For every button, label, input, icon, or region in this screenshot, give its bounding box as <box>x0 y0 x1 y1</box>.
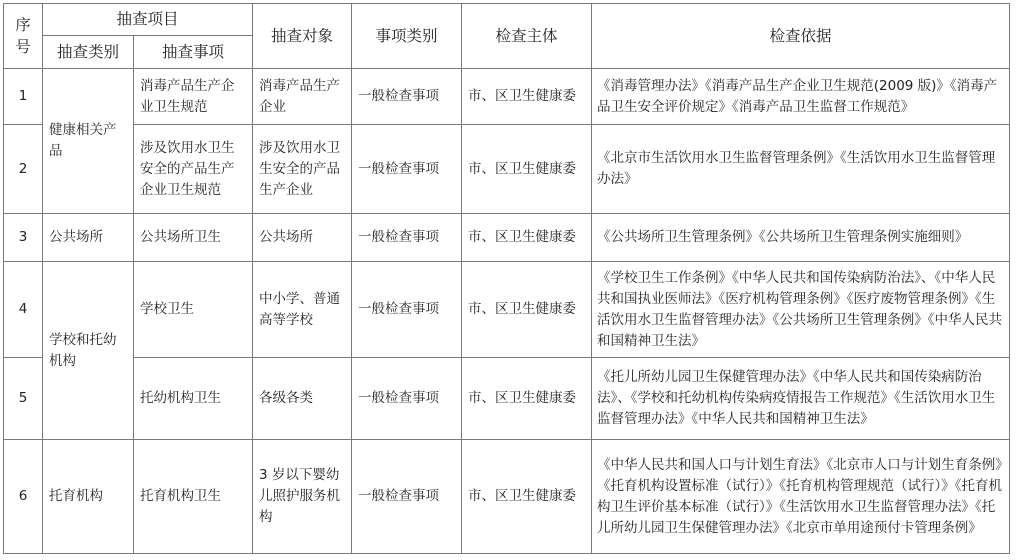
row-number: 3 <box>4 214 43 262</box>
body-cell: 市、区卫生健康委 <box>462 125 592 214</box>
item-cell: 涉及饮用水卫生安全的产品生产企业卫生规范 <box>134 125 253 214</box>
header-object: 抽查对象 <box>253 4 352 69</box>
basis-cell: 《托儿所幼儿园卫生保健管理办法》《中华人民共和国传染病防治法》、《学校和托幼机构传染病疫情报告工作规范》《生活饮用水卫生监督管理办法》《中华人民共和国精神卫生法》 <box>592 358 1010 440</box>
category-cell: 学校和托幼机构 <box>43 262 134 440</box>
row-number: 5 <box>4 358 43 440</box>
table-row <box>4 69 1010 125</box>
body-cell: 市、区卫生健康委 <box>462 69 592 125</box>
table-row <box>4 358 1010 440</box>
object-cell: 各级各类 <box>253 358 352 440</box>
basis-cell: 《消毒管理办法》《消毒产品生产企业卫生规范(2009 版)》《消毒产品卫生安全评价规定》《消毒产品卫生监督工作规范》 <box>592 69 1010 125</box>
basis-cell: 《北京市生活饮用水卫生监督管理条例》《生活饮用水卫生监督管理办法》 <box>592 125 1010 214</box>
type-cell: 一般检查事项 <box>352 358 462 440</box>
body-cell: 市、区卫生健康委 <box>462 262 592 358</box>
header-category: 抽查类别 <box>43 36 134 69</box>
table-row <box>4 262 1010 358</box>
table-row <box>4 214 1010 262</box>
body-cell: 市、区卫生健康委 <box>462 440 592 554</box>
header-item: 抽查事项 <box>134 36 253 69</box>
header-body: 检查主体 <box>462 4 592 69</box>
header-project-group: 抽查项目 <box>43 4 253 36</box>
basis-cell: 《学校卫生工作条例》《中华人民共和国传染病防治法》、《中华人民共和国执业医师法》《医疗机构管理条例》《医疗废物管理条例》《生活饮用水卫生监督管理办法》《公共场所卫生管理条例》《中华人民共和国精神卫生法》 <box>592 262 1010 358</box>
object-cell: 涉及饮用水卫生安全的产品生产企业 <box>253 125 352 214</box>
row-number: 6 <box>4 440 43 554</box>
object-cell: 中小学、普通高等学校 <box>253 262 352 358</box>
type-cell: 一般检查事项 <box>352 214 462 262</box>
type-cell: 一般检查事项 <box>352 125 462 214</box>
row-number: 4 <box>4 262 43 358</box>
header-row-1 <box>4 4 1010 36</box>
type-cell: 一般检查事项 <box>352 440 462 554</box>
basis-cell: 《中华人民共和国人口与计划生育法》《北京市人口与计划生育条例》《托育机构设置标准（试行）》《托育机构管理规范（试行）》《托育机构卫生评价基本标准（试行）》《生活饮用水卫生监督管理办法》《托儿所幼儿园卫生保健管理办法》《北京市单用途预付卡管理条例》 <box>592 440 1010 554</box>
object-cell: 公共场所 <box>253 214 352 262</box>
body-cell: 市、区卫生健康委 <box>462 358 592 440</box>
header-seq: 序号 <box>4 4 43 69</box>
type-cell: 一般检查事项 <box>352 262 462 358</box>
object-cell: 消毒产品生产企业 <box>253 69 352 125</box>
object-cell: 3 岁以下婴幼儿照护服务机构 <box>253 440 352 554</box>
header-basis: 检查依据 <box>592 4 1010 69</box>
row-number: 2 <box>4 125 43 214</box>
table-row <box>4 125 1010 214</box>
row-number: 1 <box>4 69 43 125</box>
header-type: 事项类别 <box>352 4 462 69</box>
item-cell: 托育机构卫生 <box>134 440 253 554</box>
basis-cell: 《公共场所卫生管理条例》《公共场所卫生管理条例实施细则》 <box>592 214 1010 262</box>
item-cell: 托幼机构卫生 <box>134 358 253 440</box>
inspection-table <box>3 3 1010 554</box>
body-cell: 市、区卫生健康委 <box>462 214 592 262</box>
type-cell: 一般检查事项 <box>352 69 462 125</box>
category-cell: 托育机构 <box>43 440 134 554</box>
category-cell: 公共场所 <box>43 214 134 262</box>
item-cell: 公共场所卫生 <box>134 214 253 262</box>
item-cell: 学校卫生 <box>134 262 253 358</box>
table-row <box>4 440 1010 554</box>
category-cell: 健康相关产品 <box>43 69 134 214</box>
item-cell: 消毒产品生产企业卫生规范 <box>134 69 253 125</box>
